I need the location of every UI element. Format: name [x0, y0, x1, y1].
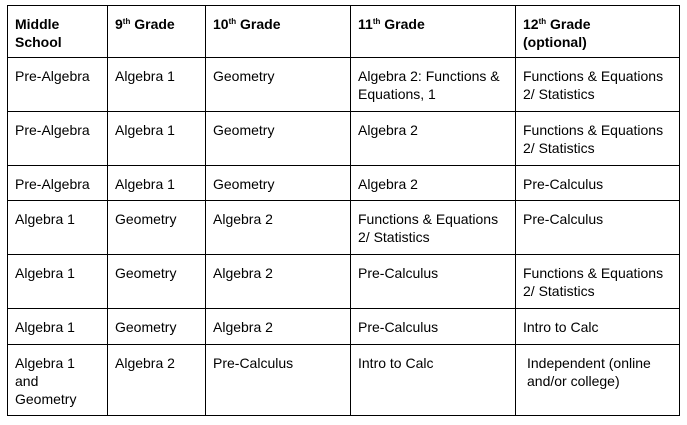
table-row — [8, 345, 680, 416]
cell-middle-school: Algebra 1 and Geometry — [8, 345, 108, 416]
header-12th-grade: 12th Grade (optional) — [516, 6, 680, 58]
cell-11th-grade: Algebra 2 — [351, 112, 516, 166]
cell-12th-grade: Functions & Equations 2/ Statistics — [516, 255, 680, 309]
cell-10th-grade: Algebra 2 — [206, 309, 351, 345]
cell-11th-grade: Pre-Calculus — [351, 309, 516, 345]
cell-middle-school: Algebra 1 — [8, 255, 108, 309]
cell-10th-grade: Geometry — [206, 112, 351, 166]
cell-12th-grade: Pre-Calculus — [516, 201, 680, 255]
table-row — [8, 166, 680, 201]
cell-10th-grade: Geometry — [206, 58, 351, 112]
header-middle-school: Middle School — [8, 6, 108, 58]
cell-9th-grade: Geometry — [108, 255, 206, 309]
cell-11th-grade: Algebra 2 — [351, 166, 516, 201]
cell-11th-grade: Pre-Calculus — [351, 255, 516, 309]
cell-11th-grade: Functions & Equations 2/ Statistics — [351, 201, 516, 255]
cell-12th-grade: Functions & Equations 2/ Statistics — [516, 112, 680, 166]
cell-middle-school: Algebra 1 — [8, 201, 108, 255]
table-row — [8, 201, 680, 255]
table-row — [8, 58, 680, 112]
cell-12th-grade: Independent (online and/or college) — [516, 345, 680, 416]
cell-9th-grade: Geometry — [108, 201, 206, 255]
cell-9th-grade: Geometry — [108, 309, 206, 345]
cell-12th-grade: Intro to Calc — [516, 309, 680, 345]
cell-10th-grade: Geometry — [206, 166, 351, 201]
cell-12th-grade: Pre-Calculus — [516, 166, 680, 201]
cell-middle-school: Pre-Algebra — [8, 112, 108, 166]
math-pathway-table — [7, 5, 680, 416]
table-row — [8, 112, 680, 166]
table-row — [8, 309, 680, 345]
table-row — [8, 255, 680, 309]
header-10th-grade: 10th Grade — [206, 6, 351, 58]
cell-9th-grade: Algebra 1 — [108, 112, 206, 166]
cell-9th-grade: Algebra 1 — [108, 58, 206, 112]
cell-11th-grade: Intro to Calc — [351, 345, 516, 416]
cell-middle-school: Pre-Algebra — [8, 166, 108, 201]
header-11th-grade: 11th Grade — [351, 6, 516, 58]
cell-9th-grade: Algebra 2 — [108, 345, 206, 416]
cell-12th-grade: Functions & Equations 2/ Statistics — [516, 58, 680, 112]
math-pathway-table-container — [7, 5, 680, 416]
cell-middle-school: Pre-Algebra — [8, 58, 108, 112]
header-9th-grade: 9th Grade — [108, 6, 206, 58]
cell-10th-grade: Pre-Calculus — [206, 345, 351, 416]
cell-9th-grade: Algebra 1 — [108, 166, 206, 201]
cell-11th-grade: Algebra 2: Functions & Equations, 1 — [351, 58, 516, 112]
header-row — [8, 6, 680, 58]
cell-10th-grade: Algebra 2 — [206, 201, 351, 255]
cell-10th-grade: Algebra 2 — [206, 255, 351, 309]
cell-middle-school: Algebra 1 — [8, 309, 108, 345]
